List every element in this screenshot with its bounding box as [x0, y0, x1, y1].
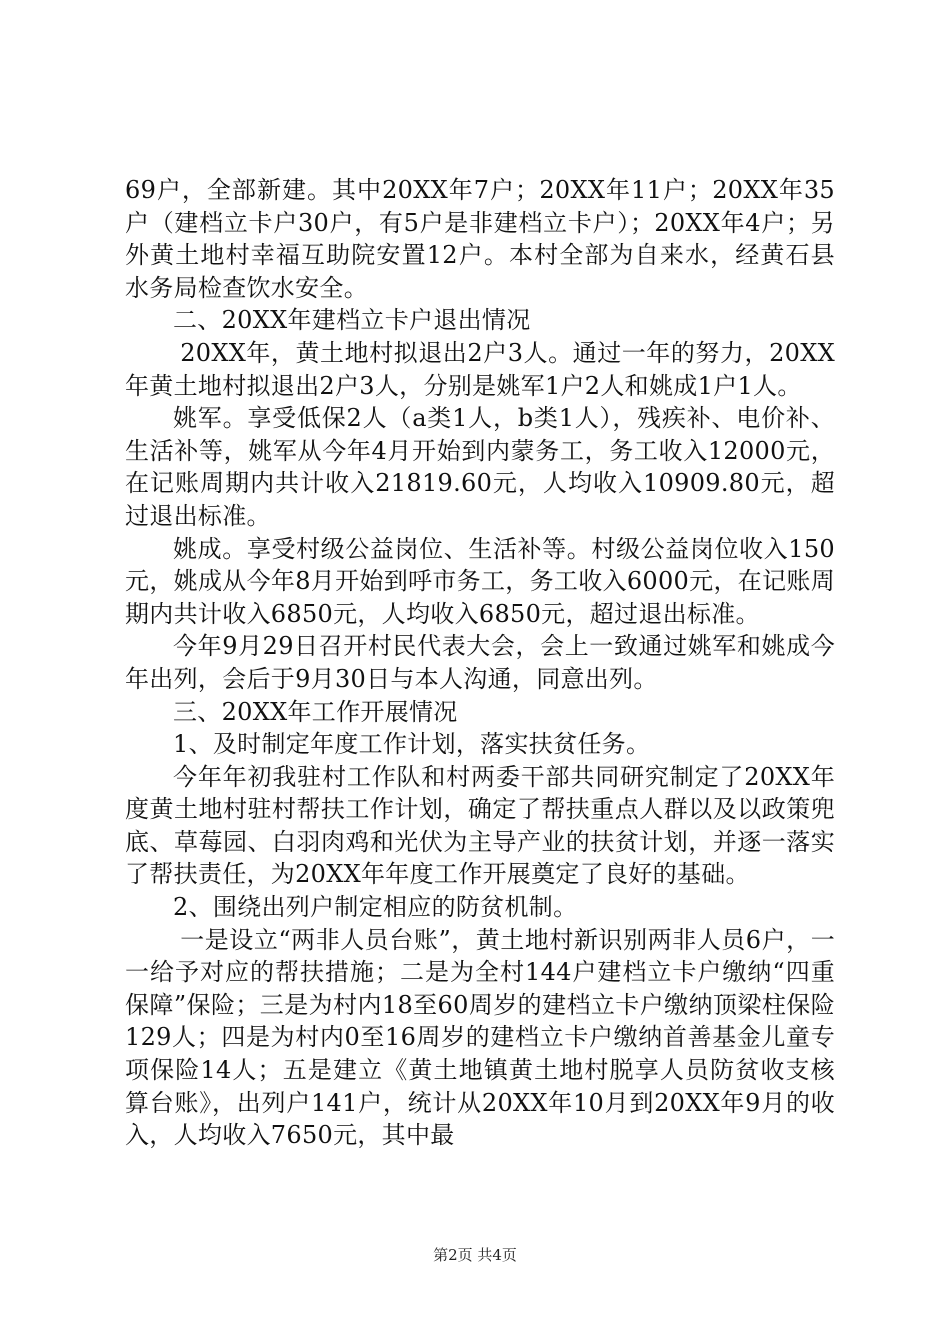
section-heading-work-progress: 三、20XX年工作开展情况 — [173, 697, 458, 726]
subheading-anti-poverty-mechanism: 2、围绕出列户制定相应的防贫机制。 — [173, 893, 578, 922]
section-heading-exit-status: 二、20XX年建档立卡户退出情况 — [173, 306, 531, 335]
paragraph-continuation: 69户，全部新建。其中20XX年7户；20XX年11户；20XX年35户（建档立卡户30户，有5户是非建档立卡户）；20XX年4户；另外黄土地村幸福互助院安置12户。本村全部为自来水，经黄石县水务局检查饮水安全。 — [125, 176, 835, 302]
paragraph-exit-summary: 20XX年，黄土地村拟退出2户3人。通过一年的努力，20XX年黄土地村拟退出2户3人，分别是姚军1户2人和姚成1户1人。 — [125, 338, 835, 400]
document-body — [125, 174, 835, 1152]
paragraph-meeting: 今年9月29日召开村民代表大会，会上一致通过姚军和姚成今年出列，会后于9月30日与本人沟通，同意出列。 — [125, 632, 835, 693]
page-number-footer: 第2页 共4页 — [433, 1246, 517, 1264]
subheading-annual-plan: 1、及时制定年度工作计划，落实扶贫任务。 — [173, 730, 651, 759]
paragraph-yao-cheng: 姚成。享受村级公益岗位、生活补等。村级公益岗位收入150元，姚成从今年8月开始到呼市务工，务工收入6000元，在记账周期内共计收入6850元，人均收入6850元，超过退出标准。 — [125, 534, 835, 628]
paragraph-annual-plan: 今年年初我驻村工作队和村两委干部共同研究制定了20XX年度黄土地村驻村帮扶工作计划，确定了帮扶重点人群以及以政策兜底、草莓园、白羽肉鸡和光伏为主导产业的扶贫计划，并逐一落实了帮扶责任，为20XX年年度工作开展奠定了良好的基础。 — [125, 762, 835, 889]
paragraph-anti-poverty-mechanism: 一是设立“两非人员台账”，黄土地村新识别两非人员6户，一一给予对应的帮扶措施；二是为全村144户建档立卡户缴纳“四重保障”保险；三是为村内18至60周岁的建档立卡户缴纳顶梁柱保险129人；四是为村内0至16周岁的建档立卡户缴纳首善基金儿童专项保险14人；五是建立《黄土地镇黄土地村脱享人员防贫收支核算台账》，出列户141户，统计从20XX年10月到20XX年9月的收入，人均收入7650元，其中最 — [125, 925, 835, 1150]
paragraph-yao-jun: 姚军。享受低保2人（a类1人，b类1人），残疾补、电价补、生活补等，姚军从今年4月开始到内蒙务工，务工收入12000元，在记账周期内共计收入21819.60元，人均收入10909.80元，超过退出标准。 — [125, 404, 835, 530]
